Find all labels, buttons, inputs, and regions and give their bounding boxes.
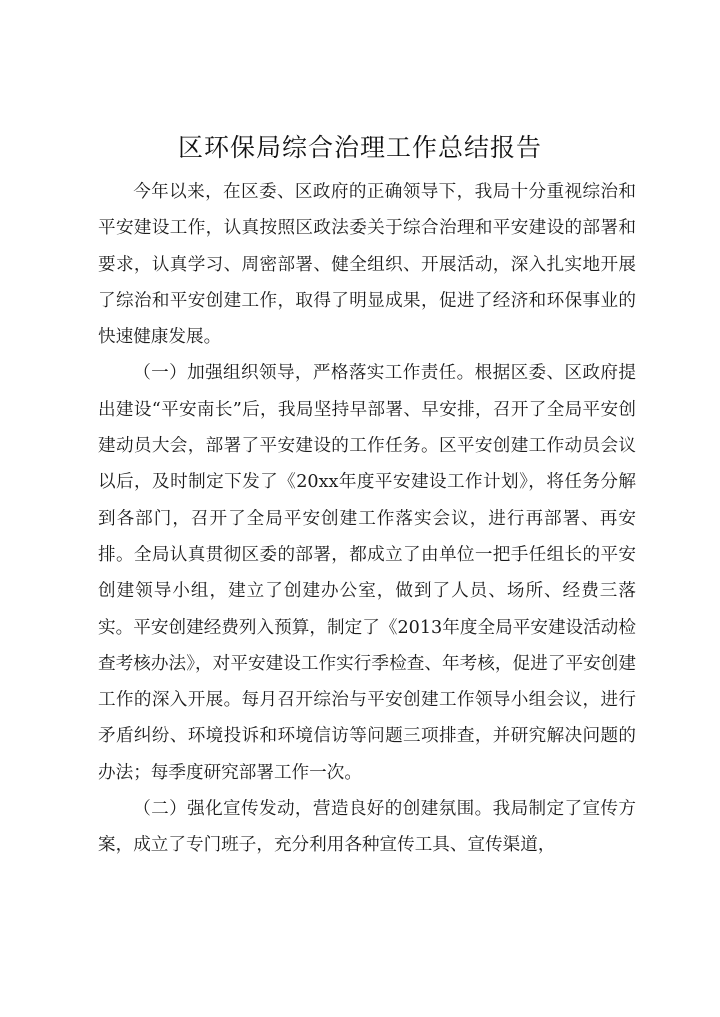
document-body (98, 174, 636, 864)
paragraph-intro: 今年以来，在区委、区政府的正确领导下，我局十分重视综治和平安建设工作，认真按照区政法委关于综合治理和平安建设的部署和要求，认真学习、周密部署、健全组织、开展活动，深入扎实地开展了综治和平安创建工作，取得了明显成果，促进了经济和环保事业的快速健康发展。 (98, 182, 636, 348)
paragraph-section-1: （一）加强组织领导，严格落实工作责任。根据区委、区政府提出建设“平安南长”后，我局坚持早部署、早安排，召开了全局平安创建动员大会，部署了平安建设的工作任务。区平安创建工作动员会议以后，及时制定下发了《20xx年度平安建设工作计划》，将任务分解到各部门，召开了全局平安创建工作落实会议，进行再部署、再安排。全局认真贯彻区委的部署，都成立了由单位一把手任组长的平安创建领导小组，建立了创建办公室，做到了人员、场所、经费三落实。平安创建经费列入预算，制定了《2013年度全局平安建设活动检查考核办法》，对平安建设工作实行季检查、年考核，促进了平安创建工作的深入开展。每月召开综治与平安创建工作领导小组会议，进行矛盾纠纷、环境投诉和环境信访等问题三项排查，并研究解决问题的办法；每季度研究部署工作一次。 (98, 363, 636, 783)
paragraph-section-2: （二）强化宣传发动，营造良好的创建氛围。我局制定了宣传方案，成立了专门班子，充分利用各种宣传工具、宣传渠道， (98, 799, 636, 856)
document-title: 区环保局综合治理工作总结报告 (177, 133, 542, 162)
